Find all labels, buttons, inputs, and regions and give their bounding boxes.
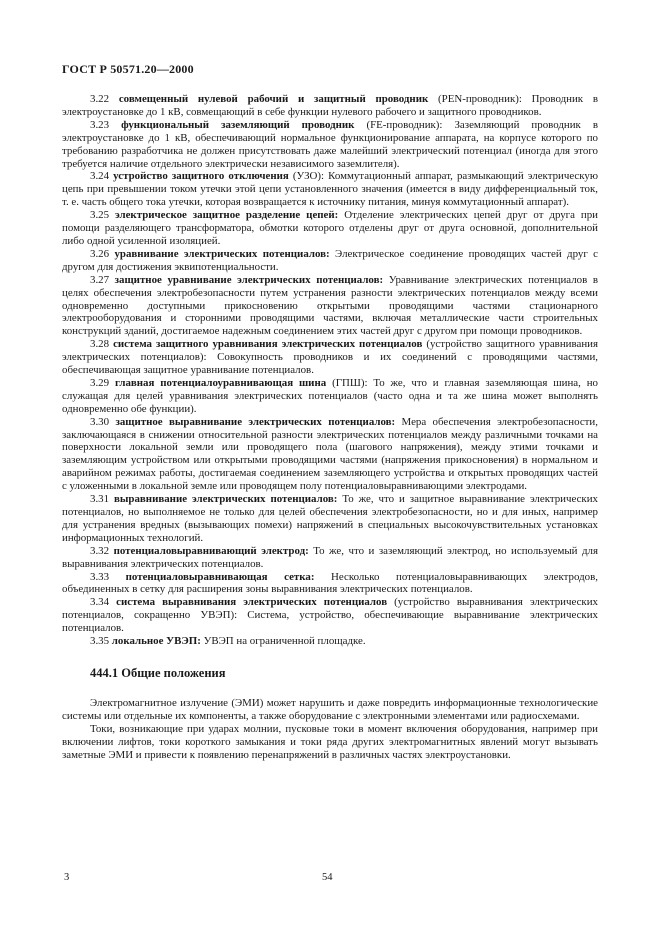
definition-term: система защитного уравнивания электрических потенциалов [113, 338, 423, 351]
definition-term: защитное выравнивание электрических потенциалов: [115, 415, 396, 428]
definition-term: система выравнивания электрических потенциалов [116, 596, 388, 609]
definition-3-33 [62, 571, 598, 597]
definition-3-29 [62, 377, 598, 416]
definition-term: потенциаловыравнивающая сетка: [125, 570, 315, 583]
definition-text: (FE-проводник): Заземляющий проводник в электроустановке до 1 кВ, обеспечивающий нормальное функционирование аппарата, на корпусе которого по требованию разработчика не должен присутствовать даже малейший электрический потенциал (иногда для этого требуется наличие отдельного электрически независимого заземлителя). [62, 118, 599, 170]
definition-3-25 [62, 209, 598, 248]
definition-3-30 [62, 416, 598, 493]
definition-term: устройство защитного отключения [113, 170, 289, 183]
definition-term: совмещенный нулевой рабочий и защитный проводник [118, 93, 429, 105]
definition-number: 3.31 [90, 493, 110, 506]
definition-text: То же, что и заземляющий электрод, но используемый для выравнивания электрических потенциалов. [62, 544, 598, 570]
definition-3-28 [62, 338, 598, 377]
definition-3-34 [62, 596, 598, 635]
definition-term: локальное УВЭП: [111, 635, 201, 648]
definition-term: потенциаловыравнивающий электрод: [113, 544, 309, 557]
definition-text: (УЗО): Коммутационный аппарат, размыкающий электрическую цепь при превышении током утечки этой цепи установленного значения (имеется в виду дифференциальный ток, т. е. часть общего тока утечки, которая возвращается к источнику питания, минуя коммутационный аппарат). [62, 170, 598, 209]
definition-number: 3.32 [90, 544, 110, 557]
definition-number: 3.23 [90, 118, 110, 131]
definition-number: 3.35 [90, 635, 110, 648]
definition-3-32 [62, 545, 598, 571]
footer-left-number: 3 [64, 872, 70, 883]
definition-3-23 [62, 119, 598, 171]
definition-term: защитное уравнивание электрических потенциалов: [114, 273, 384, 286]
definition-term: функциональный заземляющий проводник [121, 118, 355, 131]
document-body [62, 93, 598, 762]
definition-term: уравнивание электрических потенциалов: [114, 247, 330, 260]
definition-text: (устройство выравнивания электрических потенциалов, сокращенно УВЭП): Система, устройство, обеспечивающие выравнивание электрических потенциалов. [62, 596, 598, 635]
section-paragraph: Токи, возникающие при ударах молнии, пусковые токи в момент включения оборудования, например при включении лифтов, токи короткого замыкания и токи ряда других электромагнитных явлений могут вызывать заметные ЭМИ и привести к появлению перенапряжений в различных частях электроустановки. [62, 722, 598, 761]
definition-term: электрическое защитное разделение цепей: [114, 209, 339, 222]
definition-text: То же, что и защитное выравнивание электрических потенциалов, но выполняемое не только для целей обеспечения электробезопасности, но и для иных, например для устранения вредных (вызывающих помехи) напряжений в специальных высокочувствительных установках информационных технологий. [62, 493, 598, 544]
definition-text: Несколько потенциаловыравнивающих электродов, объединенных в сетку для расширения зоны выравнивания электрических потенциалов. [62, 570, 598, 596]
page-number: 54 [322, 872, 333, 883]
definition-text: Мера обеспечения электробезопасности, заключающаяся в снижении относительной разности электрических потенциалов между различными точками на поверхности локальной земли или проводящего пола (шагового напряжения), между этими точками и заземляющим устройством или открытыми проводящими частями (напряжения прикосновения) в нормальном и аварийном режимах работы, достигаемая соединением заземляющего устройства и открытых проводящих частей с уложенными в локальной земле или проводящем полу потенциаловыравнивающими электродами. [62, 415, 598, 493]
definition-3-24 [62, 170, 598, 209]
definition-text: (ГПШ): То же, что и главная заземляющая шина, но служащая для целей уравнивания электрических потенциалов (часто одна и та же шина может выполнять одновременно обе функции). [62, 376, 598, 415]
definition-number: 3.27 [90, 273, 110, 286]
definition-number: 3.22 [90, 93, 110, 105]
definition-number: 3.30 [90, 415, 110, 428]
definition-term: главная потенциалоуравнивающая шина [114, 376, 327, 389]
section-paragraph: Электромагнитное излучение (ЭМИ) может нарушить и даже повредить информационные технологические системы или отдельные их компоненты, а также оборудование с электронными элементами или радиосхемами. [62, 696, 598, 722]
definition-text: Электрическое соединение проводящих частей друг с другом для достижения эквипотенциальности. [62, 247, 598, 273]
section-heading: 444.1 Общие положения [90, 665, 226, 680]
definition-number: 3.24 [90, 170, 110, 183]
definition-text: Уравнивание электрических потенциалов в целях обеспечения электробезопасности путем устранения разности электрических потенциалов между всеми одновременно доступными прикосновению открытыми проводящими частями стационарного электрооборудования и сторонними проводящими частями, включая металлические части строительных конструкций зданий, достигаемое надежным соединением этих частей друг с другом при помощи проводников. [62, 273, 598, 338]
definition-number: 3.28 [90, 338, 110, 351]
definition-text: УВЭП на ограниченной площадке. [200, 635, 366, 648]
definition-text: (устройство защитного уравнивания электрических потенциалов): Совокупность проводников и их соединений с проводящими частями, обеспечивающая защитное уравнивание потенциалов. [62, 338, 598, 377]
definition-3-22 [62, 93, 598, 119]
document-header: ГОСТ Р 50571.20—2000 [62, 62, 194, 76]
definition-number: 3.25 [90, 209, 110, 222]
definition-term: выравнивание электрических потенциалов: [114, 493, 338, 506]
definition-3-27 [62, 274, 598, 339]
definition-number: 3.26 [90, 247, 110, 260]
definition-text: (PEN-проводник): Проводник в электроустановке до 1 кВ, совмещающий в себе функции нулевого рабочего и защитного проводников. [62, 93, 598, 118]
definition-3-35 [62, 635, 598, 648]
definition-number: 3.33 [90, 570, 110, 583]
definition-3-26 [62, 248, 598, 274]
definition-number: 3.34 [90, 596, 110, 609]
definition-text: Отделение электрических цепей друг от друга при помощи разделяющего трансформатора, обмотки которого отделены друг от друга основной, дополнительной либо одной усиленной изоляцией. [62, 209, 598, 247]
definition-number: 3.29 [90, 376, 110, 389]
definition-3-31 [62, 493, 598, 545]
